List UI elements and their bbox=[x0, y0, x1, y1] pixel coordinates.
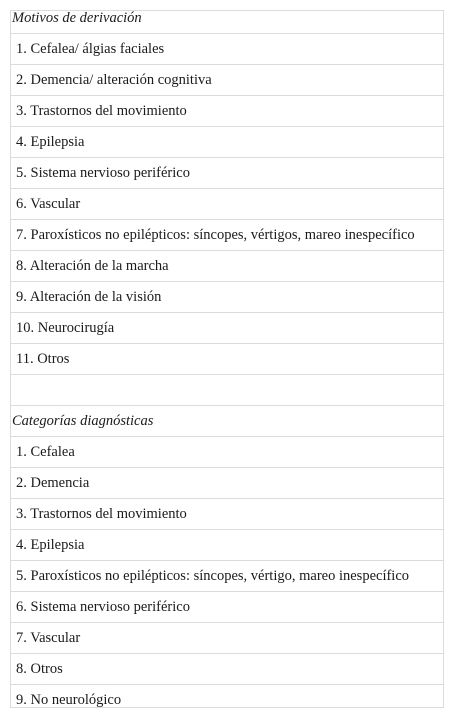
blank-row bbox=[11, 375, 443, 406]
table-row: 1. Cefalea bbox=[11, 437, 443, 468]
table-row: 2. Demencia/ alteración cognitiva bbox=[11, 65, 443, 96]
table-row: 6. Sistema nervioso periférico bbox=[11, 592, 443, 623]
table-row: 3. Trastornos del movimiento bbox=[11, 499, 443, 530]
table-row: 4. Epilepsia bbox=[11, 530, 443, 561]
section-header-categorias: Categorías diagnósticas bbox=[11, 406, 443, 437]
table-row: 5. Paroxísticos no epilépticos: síncopes, vértigo, mareo inespecífico bbox=[11, 561, 443, 592]
table-row: 10. Neurocirugía bbox=[11, 313, 443, 344]
table-row: 7. Vascular bbox=[11, 623, 443, 654]
table-row: 9. No neurológico bbox=[16, 692, 122, 708]
table-row: 9. Alteración de la visión bbox=[11, 282, 443, 313]
table-row: 1. Cefalea/ álgias faciales bbox=[11, 34, 443, 65]
table-row: 5. Sistema nervioso periférico bbox=[11, 158, 443, 189]
section-header-motivos: Motivos de derivación bbox=[11, 11, 443, 34]
table-row: 8. Alteración de la marcha bbox=[11, 251, 443, 282]
table-row: 7. Paroxísticos no epilépticos: síncopes, vértigos, mareo inespecífico bbox=[11, 220, 443, 251]
table-row: 8. Otros bbox=[11, 654, 443, 685]
table-row: 3. Trastornos del movimiento bbox=[11, 96, 443, 127]
table-row: 2. Demencia bbox=[11, 468, 443, 499]
table-row: 11. Otros bbox=[11, 344, 443, 375]
table-row: 6. Vascular bbox=[11, 189, 443, 220]
classification-table bbox=[10, 10, 444, 708]
table-row: 4. Epilepsia bbox=[11, 127, 443, 158]
